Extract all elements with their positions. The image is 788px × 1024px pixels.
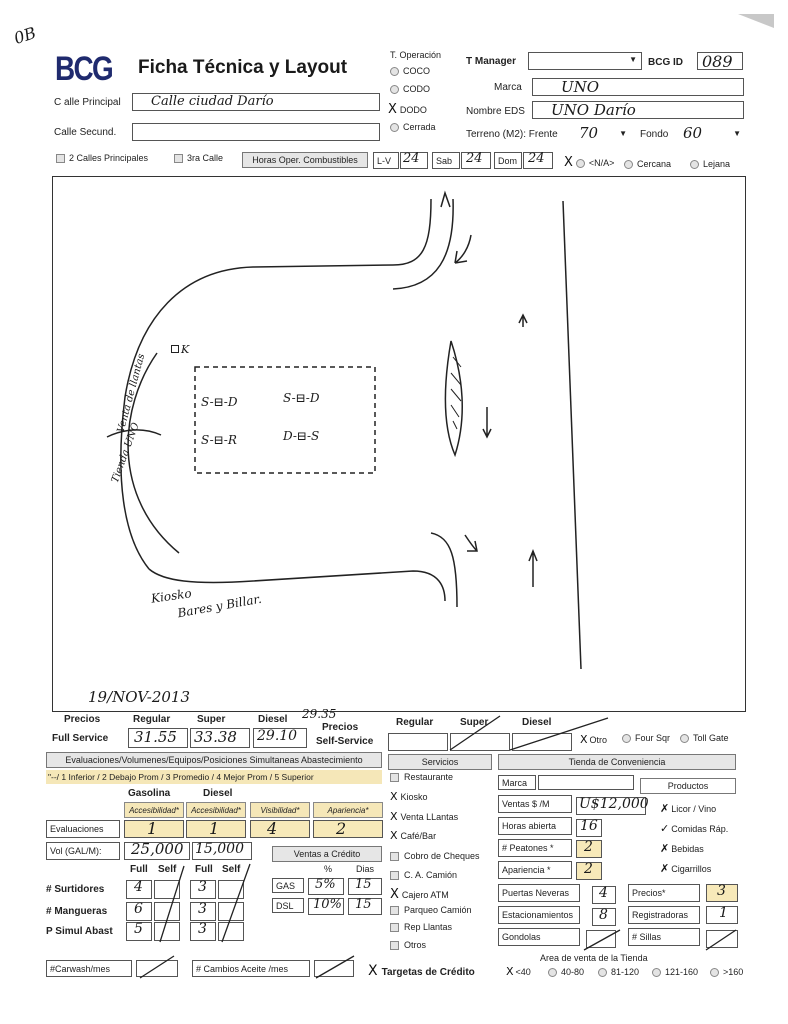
arrow-down-icon bbox=[483, 407, 491, 437]
simul-dsl-full[interactable]: 3 bbox=[190, 922, 216, 941]
regular-header: Regular bbox=[133, 714, 171, 725]
evaluaciones-bar: Evaluaciones/Volumenes/Equipos/Posiciones Simultaneas Abastecimiento bbox=[46, 752, 382, 768]
servicio-cobro-cheques[interactable]: Cobro de Cheques bbox=[390, 851, 480, 861]
evaluaciones-label: Evaluaciones bbox=[46, 820, 120, 838]
radio-icon bbox=[598, 968, 607, 977]
tercera-calle-checkbox[interactable]: 3ra Calle bbox=[174, 153, 223, 163]
venta-llantas-label: Venta de llantas bbox=[115, 352, 148, 434]
arrow-curve-icon bbox=[455, 235, 471, 263]
box-icon bbox=[171, 345, 179, 353]
servicio-cafe-bar[interactable]: X Café/Bar bbox=[390, 829, 437, 842]
area-lt40[interactable]: X <40 bbox=[506, 965, 531, 978]
vol-dsl-field[interactable]: 15,000 bbox=[192, 842, 252, 860]
frente-select[interactable]: 70 ▼ bbox=[558, 124, 632, 142]
header-accesibilidad-dsl: Accesibilidad* bbox=[186, 802, 246, 818]
kiosko-mark: X bbox=[390, 790, 398, 803]
otro-option[interactable]: X Otro bbox=[580, 733, 608, 746]
lv-label: L-V bbox=[373, 152, 399, 169]
sketch-label-k: K bbox=[171, 343, 189, 356]
corner-note: 0B bbox=[11, 23, 39, 48]
date-note: 19/NOV-2013 bbox=[88, 688, 190, 706]
check-mark-icon: ✗ bbox=[660, 862, 670, 875]
diesel-eval-label: Diesel bbox=[203, 788, 233, 799]
carwash-label: #Carwash/mes bbox=[46, 960, 132, 977]
servicio-cajero-atm[interactable]: X Cajero ATM bbox=[390, 887, 449, 902]
scale-legend: "--/ 1 Inferior / 2 Debajo Prom / 3 Promedio / 4 Mejor Prom / 5 Superior bbox=[46, 770, 382, 784]
chevron-down-icon: ▼ bbox=[733, 129, 741, 138]
self-super-header: Super bbox=[460, 717, 489, 728]
registradoras-label: Registradoras bbox=[628, 906, 700, 924]
pump-4: D-⊟-S bbox=[283, 429, 320, 443]
super-header: Super bbox=[197, 714, 226, 725]
puertas-neveras-field[interactable]: 4 bbox=[592, 886, 616, 904]
surtidores-dsl-full[interactable]: 3 bbox=[190, 880, 216, 899]
cajero-mark: X bbox=[390, 887, 399, 902]
driveway-curve-top bbox=[121, 199, 431, 569]
radio-icon bbox=[652, 968, 661, 977]
t-manager-select[interactable] bbox=[528, 52, 642, 70]
nombre-eds-label: Nombre EDS bbox=[466, 106, 525, 117]
terreno-label: Terreno (M2): Frente bbox=[466, 129, 558, 140]
dias-header: Dias bbox=[356, 864, 375, 874]
op-codo-radio[interactable] bbox=[390, 85, 399, 94]
producto-cigarrillos[interactable]: ✗ Cigarrillos bbox=[660, 862, 712, 875]
na-option[interactable]: X <N/A> bbox=[564, 155, 615, 170]
arrow-up-icon bbox=[519, 315, 527, 327]
cercana-radio[interactable] bbox=[624, 160, 633, 169]
otro-mark: X bbox=[580, 733, 588, 746]
apariencia-tienda-label: Apariencia * bbox=[498, 861, 572, 879]
driveway-inner-top bbox=[393, 199, 453, 289]
mangueras-label: # Mangueras bbox=[46, 906, 108, 917]
area-mark: X bbox=[506, 965, 514, 978]
mangueras-gas-full[interactable]: 6 bbox=[126, 902, 152, 921]
vol-gas-field[interactable]: 25,000 bbox=[124, 842, 190, 860]
footer-strike-lines bbox=[136, 954, 358, 980]
road-edge-line bbox=[563, 201, 581, 669]
productos-button[interactable]: Productos bbox=[640, 778, 736, 794]
arrow-up-icon bbox=[441, 193, 450, 207]
eval-apariencia[interactable]: 2 bbox=[313, 820, 383, 838]
full-header-gas: Full bbox=[130, 864, 148, 875]
cercana-option[interactable]: Cercana bbox=[624, 159, 671, 169]
checkbox-icon bbox=[390, 773, 399, 782]
gas-dias-field[interactable]: 15 bbox=[348, 878, 382, 895]
checkbox-icon bbox=[390, 941, 399, 950]
chevron-down-icon: ▼ bbox=[619, 129, 627, 138]
eval-accesibilidad-gas[interactable]: 1 bbox=[124, 820, 184, 838]
tienda-strike-lines bbox=[580, 922, 740, 952]
t-operacion-label: T. Operación bbox=[390, 50, 442, 60]
estacionamientos-field[interactable]: 8 bbox=[592, 908, 616, 926]
check-mark-icon: ✓ bbox=[660, 822, 670, 835]
horas-oper-button[interactable]: Horas Oper. Combustibles bbox=[242, 152, 368, 168]
lv-field[interactable]: 24 bbox=[400, 152, 428, 169]
calle-principal-label: C alle Principal bbox=[54, 97, 121, 108]
area-40-80[interactable]: 40-80 bbox=[548, 967, 584, 977]
diesel-header: Diesel bbox=[258, 714, 288, 725]
checkbox-icon bbox=[390, 852, 399, 861]
eval-accesibilidad-dsl[interactable]: 1 bbox=[186, 820, 246, 838]
pct-header: % bbox=[324, 864, 333, 874]
full-header-dsl: Full bbox=[195, 864, 213, 875]
layout-sketch-area bbox=[52, 176, 746, 712]
horas-abierta-field[interactable]: 16 bbox=[576, 819, 602, 837]
self-header-dsl: Self bbox=[222, 864, 241, 875]
self-regular-field[interactable] bbox=[388, 733, 448, 751]
servicio-ca-camion[interactable]: C. A. Camión bbox=[390, 870, 457, 880]
precios-label: Precios bbox=[64, 714, 101, 725]
cafe-bar-mark: X bbox=[390, 829, 398, 842]
calle-secund-field[interactable] bbox=[132, 123, 380, 141]
puertas-neveras-label: Puertas Neveras bbox=[498, 884, 580, 902]
servicio-restaurante[interactable]: Restaurante bbox=[390, 772, 453, 782]
surtidores-gas-full[interactable]: 4 bbox=[126, 880, 152, 899]
tarjetas-credito-option[interactable]: X Targetas de Crédito bbox=[368, 963, 475, 979]
self-regular-header: Regular bbox=[396, 717, 434, 728]
checkbox-icon bbox=[390, 923, 399, 932]
op-cerrada[interactable]: Cerrada bbox=[390, 122, 436, 132]
servicio-rep-llantas[interactable]: Rep Llantas bbox=[390, 922, 452, 932]
tienda-marca-label: Marca bbox=[498, 775, 536, 790]
ventas-credito-button[interactable]: Ventas a Crédito bbox=[272, 846, 382, 862]
arrow-up-icon bbox=[529, 551, 537, 587]
eval-visibilidad[interactable]: 4 bbox=[250, 820, 310, 838]
na-mark: X bbox=[564, 155, 573, 170]
sillas-label: # Sillas bbox=[628, 928, 700, 946]
canopy-outline bbox=[195, 367, 375, 473]
op-cerrada-radio[interactable] bbox=[390, 123, 399, 132]
precios-tienda-label: Precios* bbox=[628, 884, 700, 902]
gas-credit-label: GAS bbox=[272, 878, 304, 893]
lejana-option[interactable]: Lejana bbox=[690, 159, 730, 169]
dsl-credit-label: DSL bbox=[272, 898, 304, 913]
nombre-eds-field[interactable]: UNO Darío bbox=[532, 101, 744, 119]
servicio-otros[interactable]: Otros bbox=[390, 940, 426, 950]
servicio-parqueo-camion[interactable]: Parqueo Camión bbox=[390, 905, 472, 915]
bares-note: Bares y Billar. bbox=[176, 591, 263, 621]
bcg-logo: BCG bbox=[55, 50, 113, 88]
checkbox-icon bbox=[390, 871, 399, 880]
surtidores-label: # Surtidores bbox=[46, 884, 105, 895]
simul-gas-full[interactable]: 5 bbox=[126, 922, 152, 941]
vol-label: Vol (GAL/M): bbox=[46, 842, 120, 860]
page-title: Ficha Técnica y Layout bbox=[138, 57, 348, 78]
checkbox-icon bbox=[390, 906, 399, 915]
self-header-gas: Self bbox=[158, 864, 177, 875]
self-strike-lines bbox=[150, 862, 260, 946]
peatones-label: # Peatones * bbox=[498, 839, 572, 857]
op-codo[interactable]: CODO bbox=[390, 84, 430, 94]
ventas-field[interactable]: U$12,000 bbox=[576, 797, 646, 815]
kiosko-note: Kiosko bbox=[150, 586, 193, 606]
check-mark-icon: ✗ bbox=[660, 802, 670, 815]
self-precios-label: Precios bbox=[322, 722, 359, 733]
area-81-120[interactable]: 81-120 bbox=[598, 967, 639, 977]
area-121-160[interactable]: 121-160 bbox=[652, 967, 698, 977]
arrow-curve-icon bbox=[465, 535, 477, 551]
sab-label: Sab bbox=[432, 152, 460, 169]
price-note: 29.35 bbox=[302, 707, 337, 721]
checkbox-icon bbox=[56, 154, 65, 163]
ventas-label: Ventas $ /M bbox=[498, 795, 572, 813]
full-service-label: Full Service bbox=[52, 733, 109, 744]
header-apariencia: Apariencia* bbox=[313, 802, 383, 818]
op-dodo-mark: X bbox=[388, 102, 397, 117]
op-coco-radio[interactable] bbox=[390, 67, 399, 76]
area-venta-label: Area de venta de la Tienda bbox=[540, 953, 648, 963]
tienda-marca-field[interactable] bbox=[538, 775, 634, 790]
tarjetas-mark: X bbox=[368, 963, 378, 979]
self-diesel-header: Diesel bbox=[522, 717, 552, 728]
marca-field[interactable]: UNO bbox=[532, 78, 744, 96]
four-sqr-option[interactable]: Four Sqr bbox=[622, 733, 670, 743]
na-radio[interactable] bbox=[576, 159, 585, 168]
marca-label: Marca bbox=[494, 82, 522, 93]
op-coco[interactable]: COCO bbox=[390, 66, 430, 76]
registradoras-field[interactable]: 1 bbox=[706, 906, 738, 924]
gondolas-label: Gondolas bbox=[498, 928, 580, 946]
strike-lines bbox=[440, 712, 620, 752]
driveway-curve-bottom bbox=[149, 569, 445, 601]
pump-1: S-⊟-D bbox=[201, 395, 238, 409]
self-service-label: Self-Service bbox=[316, 736, 374, 747]
producto-comidas[interactable]: ✓ Comidas Ráp. bbox=[660, 822, 729, 835]
servicio-kiosko[interactable]: X Kiosko bbox=[390, 790, 428, 803]
precios-tienda-field[interactable]: 3 bbox=[706, 884, 738, 902]
dsl-dias-field[interactable]: 15 bbox=[348, 898, 382, 915]
fondo-select[interactable]: 60 ▼ bbox=[674, 124, 746, 142]
pump-3: S-⊟-R bbox=[201, 433, 237, 447]
simul-abast-label: P Simul Abast bbox=[46, 926, 113, 937]
gas-pct-field[interactable]: 5% bbox=[308, 878, 344, 895]
op-dodo[interactable]: X DODO bbox=[388, 102, 427, 117]
t-manager-label: T Manager bbox=[466, 56, 517, 67]
site-layout-drawing bbox=[53, 177, 747, 713]
servicio-venta-llantas[interactable]: X Venta LLantas bbox=[390, 810, 459, 823]
peatones-field[interactable]: 2 bbox=[576, 840, 602, 858]
mangueras-dsl-full[interactable]: 3 bbox=[190, 902, 216, 921]
regular-price-field[interactable]: 31.55 bbox=[128, 728, 188, 748]
tienda-label: Tienda UNO bbox=[109, 421, 142, 485]
radio-icon bbox=[710, 968, 719, 977]
toll-gate-radio[interactable] bbox=[680, 734, 689, 743]
servicios-button[interactable]: Servicios bbox=[388, 754, 492, 770]
calles-principales-checkbox[interactable]: 2 Calles Principales bbox=[56, 153, 148, 163]
fondo-label: Fondo bbox=[640, 129, 669, 140]
dsl-pct-field[interactable]: 10% bbox=[308, 898, 344, 915]
dom-label: Dom bbox=[494, 152, 522, 169]
lejana-radio[interactable] bbox=[690, 160, 699, 169]
producto-bebidas[interactable]: ✗ Bebidas bbox=[660, 842, 704, 855]
toll-gate-option[interactable]: Toll Gate bbox=[680, 733, 729, 743]
diesel-price-field[interactable]: 29.10 bbox=[253, 728, 307, 748]
calle-secund-label: Calle Secund. bbox=[54, 127, 117, 138]
page-fold-corner bbox=[738, 14, 774, 28]
area-gt160[interactable]: >160 bbox=[710, 967, 743, 977]
bcg-id-field[interactable]: 089 bbox=[697, 52, 743, 70]
super-price-field[interactable]: 33.38 bbox=[190, 728, 250, 748]
horas-abierta-label: Horas abierta bbox=[498, 817, 572, 835]
producto-licor[interactable]: ✗ Licor / Vino bbox=[660, 802, 717, 815]
checkbox-icon bbox=[174, 154, 183, 163]
header-visibilidad: Visibilidad* bbox=[250, 802, 310, 818]
tienda-conveniencia-button[interactable]: Tienda de Conveniencia bbox=[498, 754, 736, 770]
island-hatch bbox=[451, 357, 461, 429]
radio-icon bbox=[548, 968, 557, 977]
sab-field[interactable]: 24 bbox=[461, 152, 491, 169]
calle-principal-field[interactable]: Calle ciudad Darío bbox=[132, 93, 380, 111]
pump-2: S-⊟-D bbox=[283, 391, 320, 405]
check-mark-icon: ✗ bbox=[660, 842, 670, 855]
four-sqr-radio[interactable] bbox=[622, 734, 631, 743]
header-accesibilidad-gas: Accesibilidad* bbox=[124, 802, 184, 818]
dom-field[interactable]: 24 bbox=[523, 152, 553, 169]
estacionamientos-label: Estacionamientos bbox=[498, 906, 580, 924]
chevron-down-icon: ▼ bbox=[629, 55, 637, 64]
apariencia-tienda-field[interactable]: 2 bbox=[576, 862, 602, 880]
venta-llantas-mark: X bbox=[390, 810, 398, 823]
gasolina-label: Gasolina bbox=[128, 788, 171, 799]
bcg-id-label: BCG ID bbox=[648, 57, 683, 68]
cambios-aceite-label: # Cambios Aceite /mes bbox=[192, 960, 310, 977]
